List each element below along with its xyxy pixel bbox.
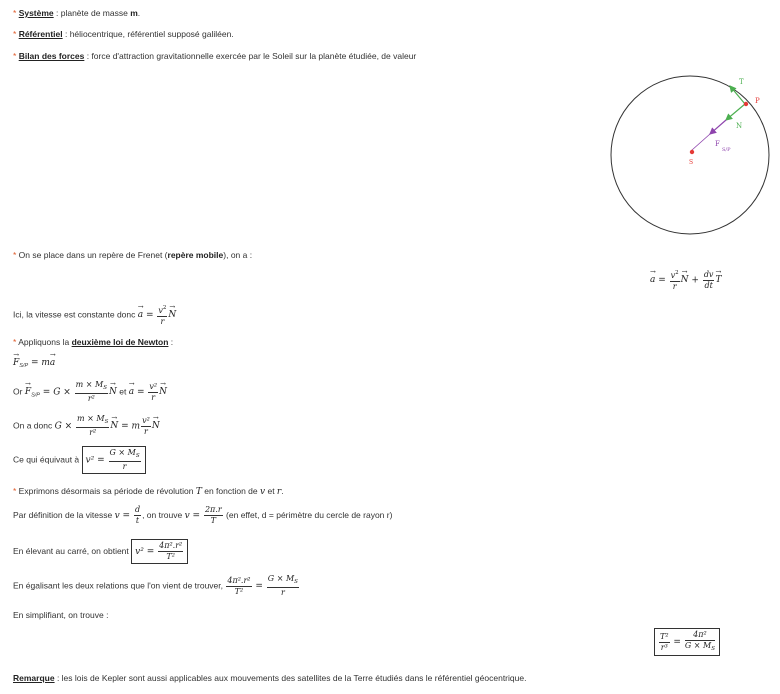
force-vector-f xyxy=(710,120,726,134)
period-equal: En égalisant les deux relations que l'on vient de trouver, $\frac{\text{4π².r²}}{\text{T²}}$ = $\frac{G \times M_S}{r}$ xyxy=(13,574,298,597)
planet-p xyxy=(744,102,748,106)
label-n: N xyxy=(736,122,743,130)
frame-label: Référentiel xyxy=(18,29,63,39)
speed-line: Ici, la vitesse est constante donc → a = $\frac{v^2}{r}$ → N xyxy=(13,303,176,327)
bullet-period: * Exprimons désormais sa période de révolution T en fonction de v et r. xyxy=(13,486,284,497)
remark: Remarque : les lois de Kepler sont aussi applicables aux mouvements des satellites de la Terre étudiés dans le référentiel géocentrique. xyxy=(13,673,527,683)
label-f-sub: S/P xyxy=(722,147,731,153)
remark-label: Remarque xyxy=(13,673,55,683)
kepler-final-formula xyxy=(654,628,720,656)
newton-donc: On a donc G × $\frac{m \times M_S}{\text{r²}}$ → N = m $\frac{\text{v²}}{r}$ → N xyxy=(13,414,160,438)
label-t: T xyxy=(739,78,744,86)
bullet-system: * Système : planète de masse m. xyxy=(13,8,141,18)
frenet-formula: → a = $\frac{v^2}{r}$ → N + $\frac{dv}{dt}$ → T xyxy=(650,268,721,292)
system-label: Système xyxy=(18,8,54,18)
orbit-circle xyxy=(611,76,769,234)
final-box: $\frac{\text{T²}}{\text{r³}}$ = $\frac{\text{4π²}}{G \times M_S}$ xyxy=(654,628,720,656)
tangent-vector-t xyxy=(730,86,745,104)
bullet-frenet: * On se place dans un repère de Frenet (repère mobile), on a : xyxy=(13,250,253,260)
label-f: F xyxy=(715,140,720,148)
label-p: P xyxy=(755,97,760,105)
label-s: S xyxy=(689,159,694,166)
period-simplify: En simplifiant, on trouve : xyxy=(13,610,109,620)
force-line xyxy=(692,134,710,150)
newton-or: $Or \to F_{S/P} = G$ × $\frac{m \times M_S}{\text{r²}}$ → N et → a = $\frac{\text{v²}}{r}$ → N xyxy=(13,380,167,404)
bullet-newton: * Appliquons la deuxième loi de Newton : xyxy=(13,337,174,347)
bullet-forces: * Bilan des forces : force d'attraction gravitationnelle exercée par le Soleil sur la planète étudiée, de valeur xyxy=(13,51,417,61)
sun-s xyxy=(690,150,694,154)
newton-equiv: Ce qui équivaut à v² = $\frac{G \times M_S}{r}$ xyxy=(13,446,146,474)
square-box: v² = $\frac{\text{4π².r²}}{\text{T²}}$ xyxy=(131,539,188,564)
normal-vector-n xyxy=(726,104,745,120)
newton-eq1: → $F_{S/P} = m\to a$ xyxy=(13,357,55,369)
period-def: Par définition de la vitesse v = $\frac{d}{t}$ , on trouve v = $\frac{2\pi.r}{T}$ (en effet, d = périmètre du cercle de rayon r) xyxy=(13,505,393,525)
period-square: En élevant au carré, on obtient v² = $\frac{\text{4π².r²}}{\text{T²}}$ xyxy=(13,539,188,564)
orbit-diagram xyxy=(600,72,780,237)
forces-label: Bilan des forces xyxy=(18,51,85,61)
equiv-box: v² = $\frac{G \times M_S}{r}$ xyxy=(82,446,146,474)
bullet-frame: * Référentiel : héliocentrique, référentiel supposé galiléen. xyxy=(13,29,234,39)
